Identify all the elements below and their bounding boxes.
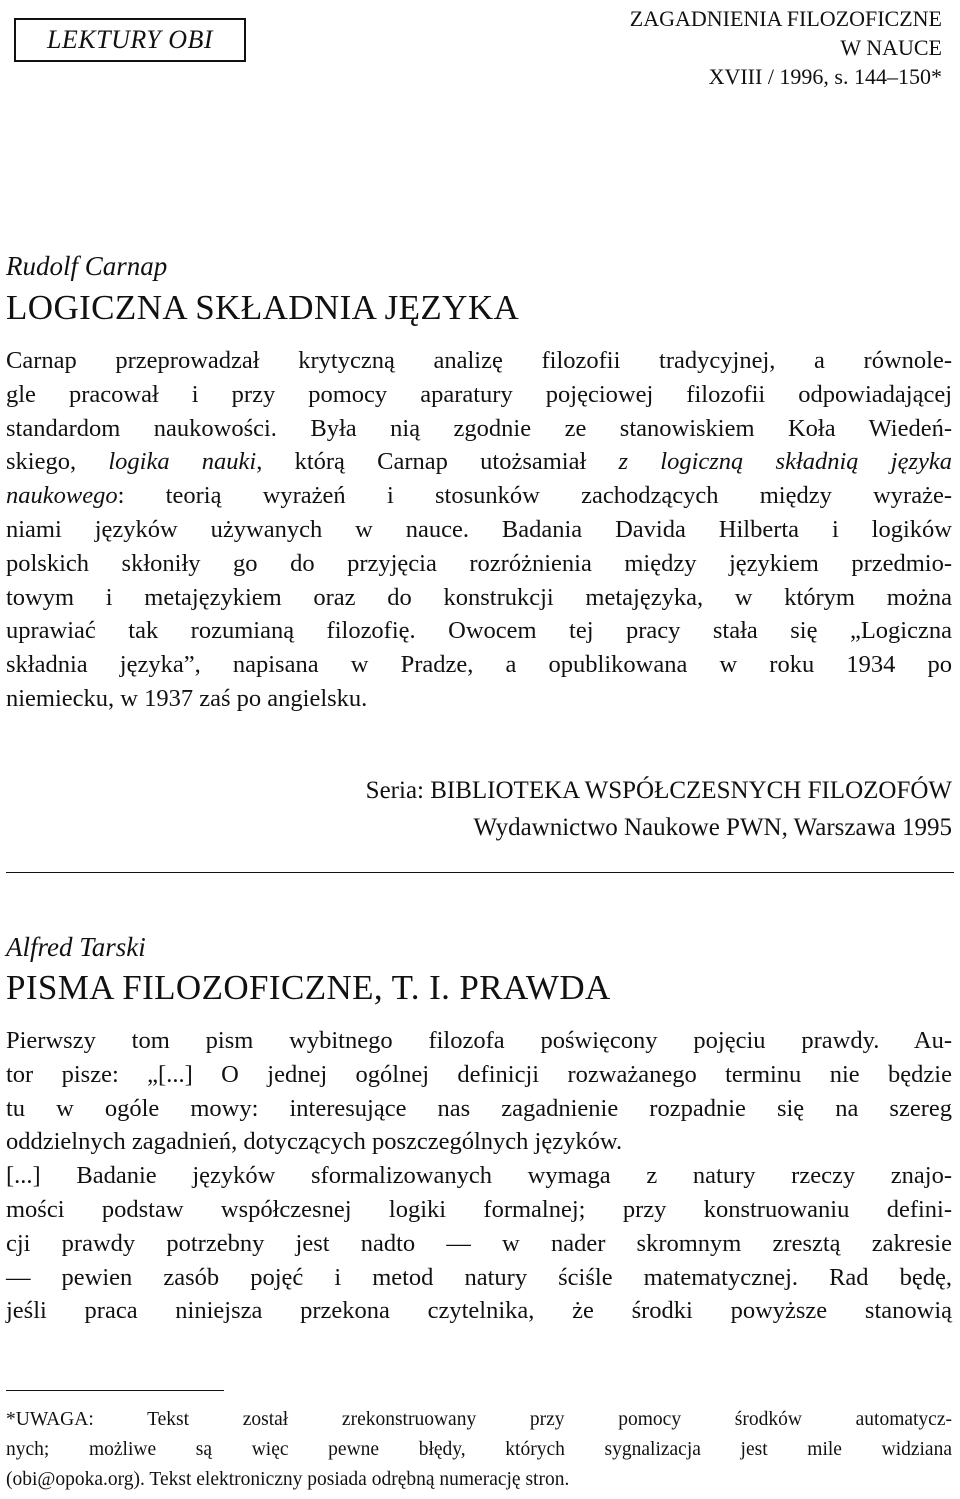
book-title-carnap: LOGICZNA SKŁADNIA JĘZYKA [6,288,520,327]
italic-term: naukowego [6,482,118,510]
text-line: niemiecku, w 1937 zaś po angielsku. [6,684,368,712]
book-description-tarski [6,1024,952,1328]
footnote [6,1405,952,1495]
text-line: polskich skłoniły go do przyjęcia rozróżnienia między językiem przedmio- [6,549,952,577]
book-description-carnap [6,344,952,716]
text-line: — pewien zasób pojęć i metod natury ściśle matematycznej. Rad będę, [6,1263,952,1291]
publication-info-carnap [366,772,952,846]
text-line [6,445,952,479]
text-line: standardom naukowości. Była nią zgodnie ze stanowiskiem Koła Wiedeń- [6,414,952,442]
italic-term: logika nauki [108,448,257,476]
journal-citation [630,4,942,91]
text-line: jeśli praca niniejsza przekona czytelnika, że środki powyższe stanowią [6,1297,952,1325]
text-line: towym i metajęzykiem oraz do konstrukcji metajęzyka, w którym można [6,583,952,611]
text-line: [...] Badanie języków sformalizowanych wymaga z natury rzeczy znajo- [6,1162,952,1190]
text-line: oddzielnych zagadnień, dotyczących poszczególnych języków. [6,1128,623,1156]
book-title-tarski: PISMA FILOZOFICZNE, T. I. PRAWDA [6,968,611,1007]
text-run: : teorią wyrażeń i stosunków zachodzących między wyraże- [117,482,952,510]
page-header [0,0,960,90]
text-run: , którą Carnap utożsamiał [256,448,619,476]
text-line: składnia języka”, napisana w Pradze, a opublikowana w roku 1934 po [6,651,952,679]
series-info: Seria: BIBLIOTEKA WSPÓŁCZESNYCH FILOZOFÓW [365,777,952,804]
text-line: gle pracował i przy pomocy aparatury pojęciowej filozofii odpowiadającej [6,380,952,408]
text-line: cji prawdy potrzebny jest nadto — w nader skromnym zresztą zakresie [6,1229,952,1257]
italic-term: z logiczną składnią języka [618,448,953,476]
text-line: uprawiać tak rozumianą filozofię. Owocem tej pracy stała się „Logiczna [6,617,952,645]
text-line: Carnap przeprowadzał krytyczną analizę filozofii tradycyjnej, a równole- [6,347,952,374]
journal-subtitle: W NAUCE [840,35,942,60]
footnote-line: (obi@opoka.org). Tekst elektroniczny posiada odrębną numerację stron. [6,1469,570,1490]
book-author-tarski: Alfred Tarski [6,932,146,962]
text-run: skiego, [6,448,109,476]
text-line: mości podstaw współczesnej logiki formalnej; przy konstruowaniu defini- [6,1195,952,1223]
text-line [6,479,952,513]
text-line: tor pisze: „[...] O jednej ogólnej definicji rozważanego terminu nie będzie [6,1060,952,1088]
text-line: tu w ogóle mowy: interesujące nas zagadnienie rozpadnie się na szereg [6,1094,952,1122]
text-line: Pierwszy tom pism wybitnego filozofa poświęcony pojęciu prawdy. Au- [6,1027,952,1054]
series-label: LEKTURY OBI [46,25,214,54]
series-label-box [14,18,246,62]
section-divider [6,872,954,873]
footnote-line: *UWAGA: Tekst został zrekonstruowany przy pomocy środków automatycz- [6,1409,952,1430]
publisher-info: Wydawnictwo Naukowe PWN, Warszawa 1995 [473,814,952,841]
book-author-carnap: Rudolf Carnap [6,251,168,281]
journal-volume-pages: XVIII / 1996, s. 144–150* [708,64,942,89]
footnote-line: nych; możliwe są więc pewne błędy, których sygnalizacja jest mile widziana [6,1439,952,1460]
journal-name: ZAGADNIENIA FILOZOFICZNE [629,6,942,31]
text-line: niami języków używanych w nauce. Badania Davida Hilberta i logików [6,515,952,543]
footnote-rule [6,1390,224,1391]
